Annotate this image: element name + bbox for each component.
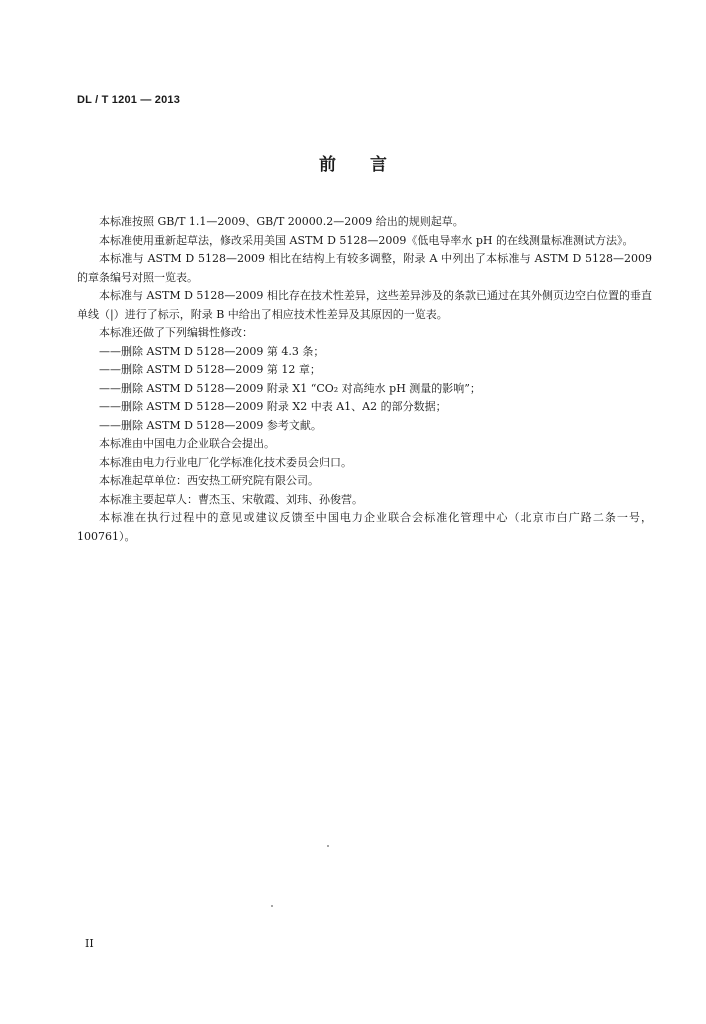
foreword-body bbox=[77, 213, 652, 546]
list-item: ——删除 ASTM D 5128—2009 参考文献。 bbox=[99, 418, 322, 432]
page-title: 前言 bbox=[319, 155, 421, 175]
paragraph-proposer: 本标准由中国电力企业联合会提出。 bbox=[99, 437, 275, 450]
paragraph-adoption-method: 本标准使用重新起草法，修改采用美国 ASTM D 5128—2009《低电导率水 pH 的在线测量标准测试方法》。 bbox=[99, 233, 634, 247]
paragraph-drafting-unit: 本标准起草单位：西安热工研究院有限公司。 bbox=[99, 474, 319, 487]
paragraph-feedback: 本标准在执行过程中的意见或建议反馈至中国电力企业联合会标准化管理中心（北京市白广路二条一号，100761）。 bbox=[77, 511, 652, 543]
list-item: ——删除 ASTM D 5128—2009 附录 X1 “CO₂ 对高纯水 pH 测量的影响”； bbox=[99, 381, 481, 395]
standard-code: DL / T 1201 — 2013 bbox=[77, 94, 181, 106]
scan-speck bbox=[327, 845, 329, 847]
page-number: II bbox=[85, 937, 94, 950]
paragraph-drafters: 本标准主要起草人：曹杰玉、宋敬霞、刘玮、孙俊营。 bbox=[99, 492, 363, 506]
list-item: ——删除 ASTM D 5128—2009 第 4.3 条； bbox=[99, 344, 325, 358]
paragraph-committee: 本标准由电力行业电厂化学标准化技术委员会归口。 bbox=[99, 455, 352, 469]
list-item: ——删除 ASTM D 5128—2009 第 12 章； bbox=[99, 363, 321, 376]
paragraph-technical-differences: 本标准与 ASTM D 5128—2009 相比存在技术性差异，这些差异涉及的条款已通过在其外侧页边空白位置的垂直单线（|）进行了标示，附录 B 中给出了相应技术性差异及其原因的一览表。 bbox=[77, 289, 652, 321]
scan-speck bbox=[271, 905, 273, 907]
paragraph-drafting-rules: 本标准按照 GB/T 1.1—2009、GB/T 20000.2—2009 给出的规则起草。 bbox=[99, 215, 464, 228]
paragraph-structure-changes: 本标准与 ASTM D 5128—2009 相比在结构上有较多调整，附录 A 中列出了本标准与 ASTM D 5128—2009 的章条编号对照一览表。 bbox=[77, 252, 652, 284]
list-item: ——删除 ASTM D 5128—2009 附录 X2 中表 A1、A2 的部分数据； bbox=[99, 400, 447, 413]
paragraph-editorial-changes: 本标准还做了下列编辑性修改： bbox=[99, 326, 253, 339]
